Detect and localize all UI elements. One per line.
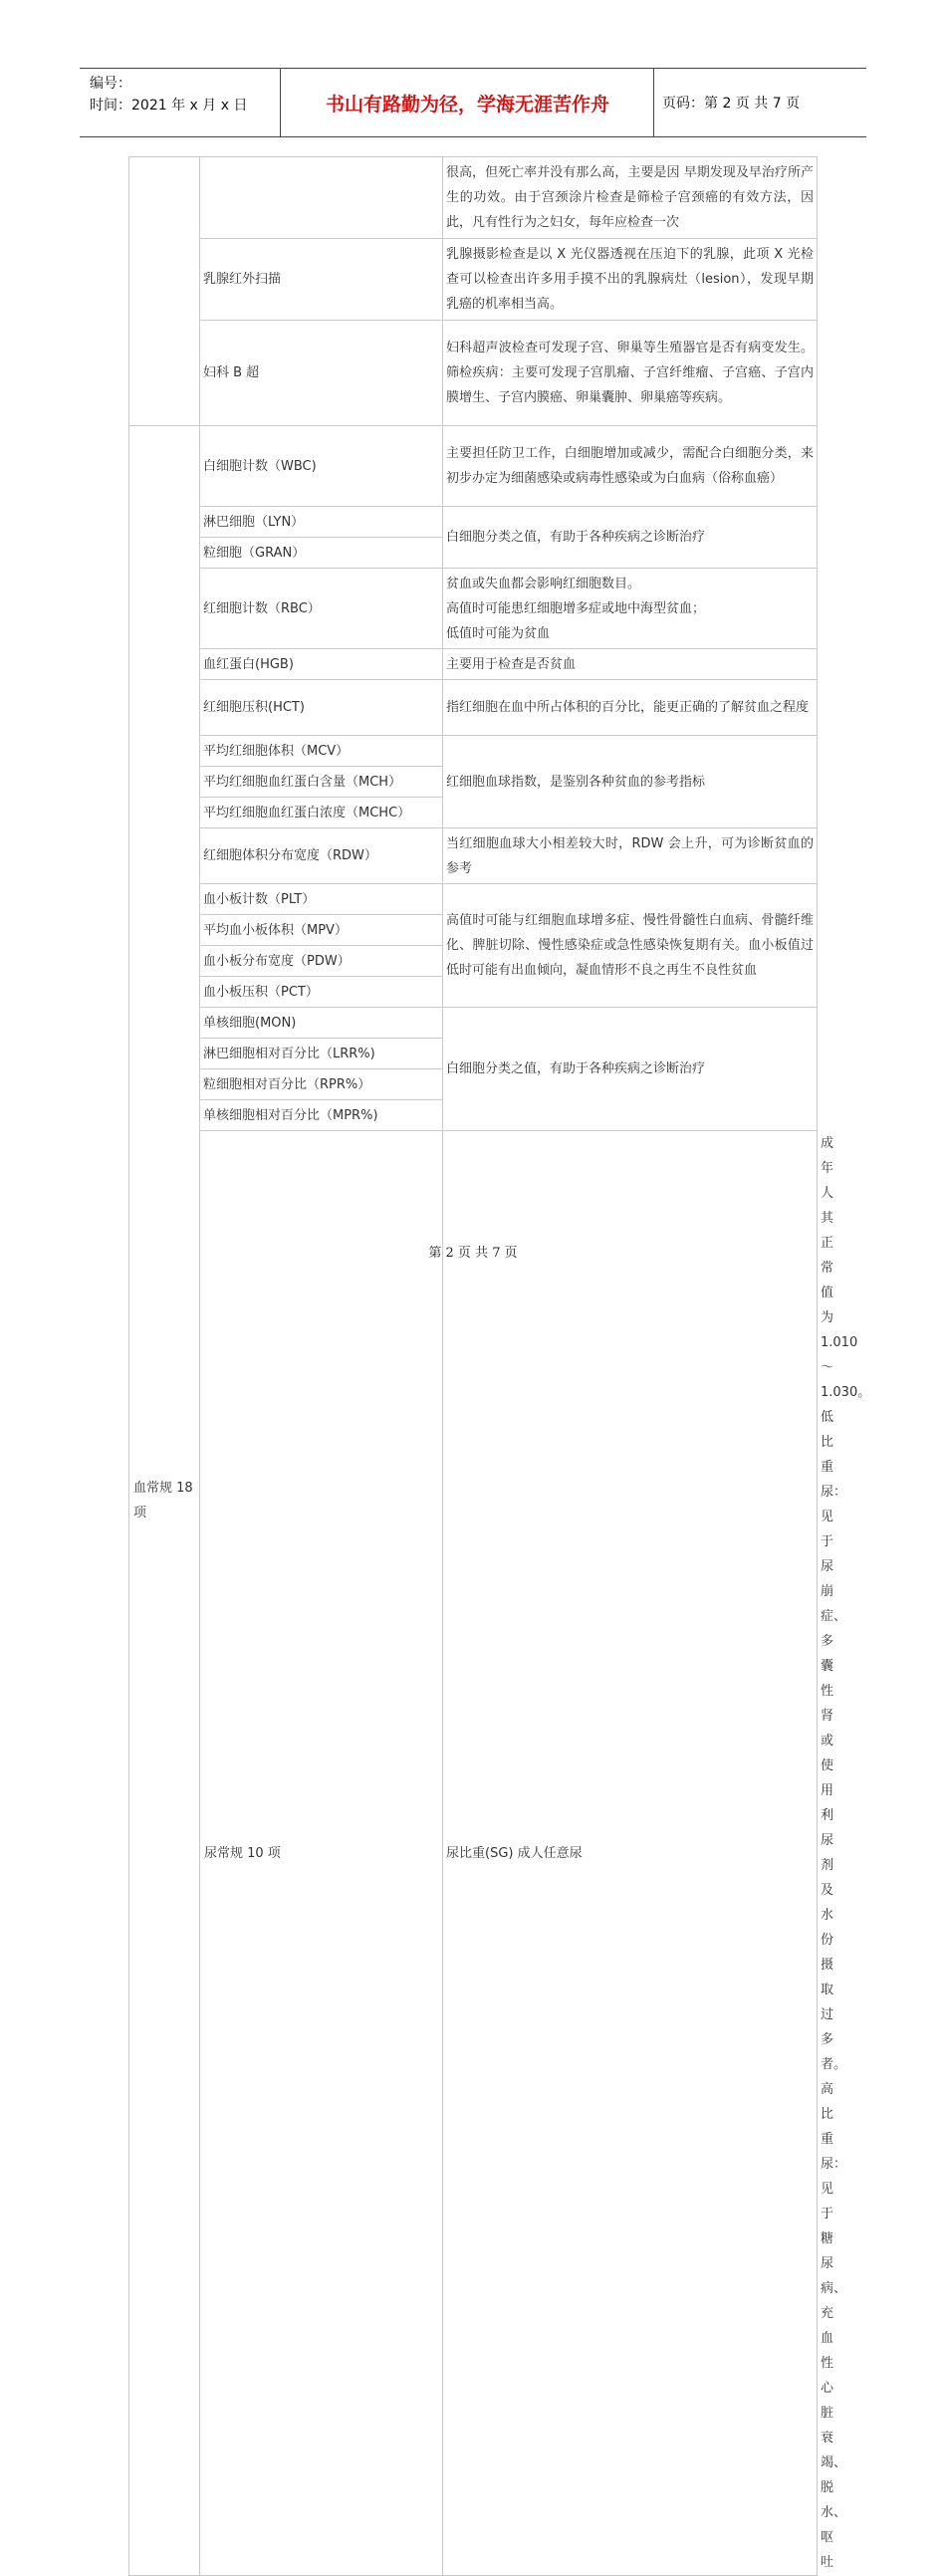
page-footer: 第 2 页 共 7 页 <box>428 1246 518 1261</box>
desc-cell: 很高，但死亡率并没有那么高，主要是因 早期发现及早治疗所产生的功效。由于宫颈涂片检查是筛检子宫颈癌的有效方法，因此，凡有性行为之妇女，每年应检查一次 <box>443 157 818 239</box>
item-cell: 血小板压积（PCT） <box>200 977 443 1008</box>
desc-cell: 白细胞分类之值，有助于各种疾病之诊断治疗 <box>443 1008 818 1131</box>
item-cell: 血小板分布宽度（PDW） <box>200 946 443 977</box>
table-row <box>129 649 818 680</box>
item-cell: 妇科 B 超 <box>200 321 443 426</box>
table-row <box>129 736 818 767</box>
item-cell: 淋巴细胞（LYN） <box>200 507 443 538</box>
header-motto: 书山有路勤为径，学海无涯苦作舟 <box>282 69 654 136</box>
item-cell: 血小板计数（PLT） <box>200 884 443 915</box>
table-row <box>129 321 818 426</box>
table-row <box>129 157 818 239</box>
desc-cell: 高值时可能与红细胞血球增多症、慢性骨髓性白血病、骨髓纤维化、脾脏切除、慢性感染症或急性感染恢复期有关。血小板值过低时可能有出血倾向，凝血情形不良之再生不良性贫血 <box>443 884 818 1008</box>
item-cell: 平均血小板体积（MPV） <box>200 915 443 946</box>
exam-table <box>128 156 871 2576</box>
header-meta <box>80 69 281 136</box>
table-row: 尿常规 10 项 尿比重(SG) 成人任意尿 成年人其正常值为 1.010～1.030。低比重尿：见于尿崩症、多囊性肾或使用利尿剂及水份摄取过多者。高比重尿：见于糖尿病、充血性心脏衰竭、脱水、呕吐 <box>129 1131 818 2576</box>
item-cell: 尿比重(SG) 成人任意尿 <box>443 1131 818 2576</box>
table-row <box>129 680 818 736</box>
item-cell: 平均红细胞血红蛋白浓度（MCHC） <box>200 798 443 828</box>
desc-line: 贫血或失血都会影响红细胞数目。 <box>446 576 641 591</box>
desc-cell: 主要担任防卫工作，白细胞增加或减少，需配合白细胞分类，来初步办定为细菌感染或病毒性感染或为白血病（俗称血癌） <box>443 426 818 507</box>
item-cell: 血红蛋白(HGB) <box>200 649 443 680</box>
table-row <box>129 828 818 884</box>
table-row <box>129 884 818 915</box>
desc-cell: 妇科超声波检查可发现子宫、卵巢等生殖器官是否有病变发生。筛检疾病：主要可发现子宫肌瘤、子宫纤维瘤、子宫癌、子宫内膜增生、子宫内膜癌、卵巢囊肿、卵巢癌等疾病。 <box>443 321 818 426</box>
group-urine-routine: 尿常规 10 项 <box>200 1131 443 2576</box>
item-cell: 淋巴细胞相对百分比（LRR%) <box>200 1039 443 1069</box>
number-label: 编号： <box>90 76 131 92</box>
time-label: 时间：2021 年 x 月 x 日 <box>90 98 248 114</box>
item-cell: 白细胞计数（WBC) <box>200 426 443 507</box>
item-cell: 红细胞体积分布宽度（RDW） <box>200 828 443 884</box>
item-cell: 单核细胞相对百分比（MPR%) <box>200 1100 443 1131</box>
item-cell: 红细胞压积(HCT) <box>200 680 443 736</box>
group-blood-routine: 血常规 18 项 <box>129 426 200 2576</box>
desc-cell: 指红细胞在血中所占体积的百分比，能更正确的了解贫血之程度 <box>443 680 818 736</box>
header-page-label: 页码：第 2 页 共 7 页 <box>662 96 801 112</box>
item-cell: 乳腺红外扫描 <box>200 239 443 321</box>
item-cell: 粒细胞（GRAN） <box>200 538 443 569</box>
item-cell: 平均红细胞血红蛋白含量（MCH） <box>200 767 443 798</box>
desc-cell: 乳腺摄影检查是以 X 光仪器透视在压迫下的乳腺，此项 X 光检查可以检查出许多用手摸不出的乳腺病灶（lesion），发现早期乳癌的机率相当高。 <box>443 239 818 321</box>
group-cell-empty <box>129 157 200 426</box>
desc-line: 高值时可能患红细胞增多症或地中海型贫血； <box>446 600 706 616</box>
item-cell: 红细胞计数（RBC） <box>200 569 443 649</box>
table-row <box>129 239 818 321</box>
table-row <box>129 1008 818 1039</box>
desc-cell: 当红细胞血球大小相差较大时，RDW 会上升，可为诊断贫血的参考 <box>443 828 818 884</box>
page-header <box>80 68 866 137</box>
desc-cell: 主要用于检查是否贫血 <box>443 649 818 680</box>
item-cell: 粒细胞相对百分比（RPR%） <box>200 1069 443 1100</box>
desc-cell: 白细胞分类之值，有助于各种疾病之诊断治疗 <box>443 507 818 569</box>
item-cell: 平均红细胞体积（MCV） <box>200 736 443 767</box>
desc-cell <box>443 569 818 649</box>
item-cell <box>200 157 443 239</box>
item-cell: 单核细胞(MON) <box>200 1008 443 1039</box>
table-row <box>129 426 818 507</box>
desc-line: 低值时可能为贫血 <box>446 625 551 641</box>
desc-cell: 红细胞血球指数，是鉴别各种贫血的参考指标 <box>443 736 818 828</box>
table-row <box>129 507 818 538</box>
table-row <box>129 569 818 649</box>
